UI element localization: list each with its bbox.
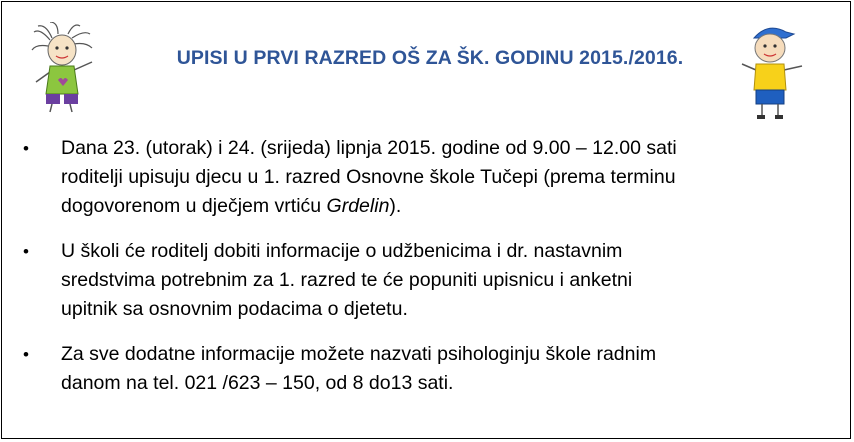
bullet-text: ). [389,195,402,217]
kindergarten-name: Grdelin [326,195,390,217]
bullet-icon: • [23,242,29,261]
bullet-line [61,192,838,221]
bullet-line: U školi će roditelj dobiti informacije o udžbenicima i dr. nastavnim [61,240,623,262]
bullet-line: Za sve dodatne informacije možete nazvati psihologinju škole radnim [61,343,657,365]
list-item [18,237,838,324]
bullet-text: dogovorenom u dječjem vrtiću [61,195,327,217]
boy-illustration [738,20,808,120]
list-item [18,134,838,221]
bullet-line: roditelji upisuju djecu u 1. razred Osnovne škole Tučepi (prema terminu [61,166,676,188]
bullet-line: sredstvima potrebnim za 1. razred te će popuniti upisnicu i anketni [61,269,633,291]
bullet-line: upitnik sa osnovnim podacima o djetetu. [61,298,408,320]
bullet-list [18,134,838,414]
bullet-line: danom na tel. 021 /623 – 150, od 8 do13 sati. [61,372,454,394]
bullet-icon: • [23,139,29,158]
page-title: UPISI U PRVI RAZRED OŠ ZA ŠK. GODINU 2015./2016. [176,47,684,69]
list-item [18,340,838,398]
bullet-line: Dana 23. (utorak) i 24. (srijeda) lipnja 2015. godine od 9.00 – 12.00 sati [61,137,677,159]
bullet-icon: • [23,345,29,364]
